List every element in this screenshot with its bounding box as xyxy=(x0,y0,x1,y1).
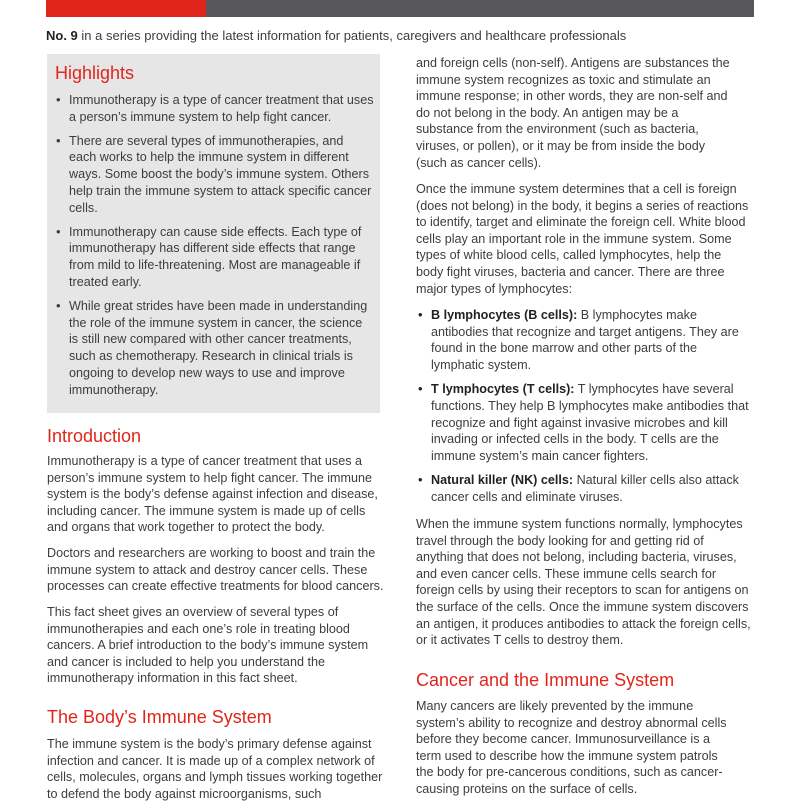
body-immune-heading: The Body’s Immune System xyxy=(47,707,272,727)
highlight-item: • Immunotherapy can cause side effects. Each type of immunotherapy has different side effects that range from mild to life-threatening. Most are manageable if treated early. xyxy=(69,224,374,291)
lymphocyte-term: T lymphocytes (T cells): xyxy=(431,382,575,397)
lymphocyte-item-t-cells xyxy=(431,381,753,464)
lymphocyte-term: B lymphocytes (B cells): xyxy=(431,308,578,322)
header-bar xyxy=(206,0,754,17)
lymphocyte-desc: T lymphocytes have several functions. They help B lymphocytes make antibodies that recognize and fight against invasive microbes and kill invading or infected cells in the body. T cells are the immune system’s main cancer fighters. xyxy=(431,382,749,463)
highlight-item: • Immunotherapy is a type of cancer treatment that uses a person’s immune system to help fight cancer. xyxy=(69,92,374,126)
highlights-box xyxy=(47,54,380,413)
lymphocyte-item-nk-cells xyxy=(431,472,753,505)
intro-paragraph-1: Immunotherapy is a type of cancer treatment that uses a person’s immune system to help fight cancer. The immune system is the body’s defense against infection and disease, including cancer. The immune system is made up of cells and organs that work together to protect the body. xyxy=(47,454,378,535)
series-number: No. 9 xyxy=(46,28,78,43)
lymphocyte-desc: Natural killer cells also attack cancer cells and eliminate viruses. xyxy=(431,473,739,504)
highlights-list xyxy=(69,92,374,406)
body-immune-paragraph-3: When the immune system functions normally, lymphocytes travel through the body looking for and getting rid of anything that does not belong, including bacteria, viruses, and even cancer cells. These immune cells search for foreign cells by using their receptors to scan for antigens on the surface of the cells. Once the immune system discovers an antigen, it produces antibodies to attack the foreign cells, or it activates T cells to destroy them. xyxy=(416,517,751,648)
header-accent-bar xyxy=(46,0,206,17)
highlight-item: • There are several types of immunotherapies, and each works to help the immune system in different ways. Some boost the body’s immune system. Others help train the immune system to attack specific cancer cells. xyxy=(69,133,374,217)
lymphocyte-term: Natural killer (NK) cells: xyxy=(431,473,574,488)
highlight-item: • While great strides have been made in understanding the role of the immune system in cancer, the science is still new compared with other cancer treatments, such as chemotherapy. Research in clinical trials is ongoing to develop new ways to use and improve immunotherapy. xyxy=(69,298,374,399)
intro-paragraph-3: This fact sheet gives an overview of several types of immunotherapies and each one’s role in treating blood cancers. A brief introduction to the body’s immune system and cancer is included to help you understand the immunotherapy information in this fact sheet. xyxy=(47,605,369,686)
body-immune-paragraph-1: The immune system is the body’s primary defense against infection and cancer. It is made up of a complex network of cells, molecules, organs and lymph tissues working together to defend the body against microorganisms, such xyxy=(47,737,383,801)
introduction-heading: Introduction xyxy=(47,426,142,446)
intro-paragraph-2: Doctors and researchers are working to boost and train the immune system to attack and destroy cancer cells. These processes can create effective treatments for blood cancers. xyxy=(47,546,384,594)
series-text: in a series providing the latest information for patients, caregivers and healthcare professionals xyxy=(77,28,627,43)
lymphocyte-list xyxy=(431,307,753,514)
lymphocyte-item-b-cells xyxy=(431,307,753,373)
series-line xyxy=(46,28,756,44)
highlights-title: Highlights xyxy=(55,63,135,83)
body-immune-paragraph-1-continued: and foreign cells (non-self). Antigens are substances the immune system recognizes as toxic and stimulate an immune response; in other words, they are non-self and do not belong in the body. An antigen may be a substance from the environment (such as bacteria, viruses, or pollen), or it may be from inside the body (such as cancer cells). xyxy=(416,56,730,170)
body-immune-paragraph-2: Once the immune system determines that a cell is foreign (does not belong) in the body, it begins a series of reactions to identify, target and eliminate the foreign cell. White blood cells play an important role in the immune system. Some types of white blood cells, called lymphocytes, help the body fight viruses, bacteria and cancer. There are three major types of lymphocytes: xyxy=(416,182,749,296)
lymphocyte-desc: B lymphocytes make antibodies that recognize and target antigens. They are found in the bone marrow and other parts of the lymphatic system. xyxy=(431,308,739,372)
cancer-immune-heading: Cancer and the Immune System xyxy=(416,670,675,690)
cancer-immune-paragraph-1: Many cancers are likely prevented by the immune system’s ability to recognize and destroy abnormal cells before they become cancer. Immunosurveillance is a term used to describe how the immune system patrols the body for pre-cancerous conditions, such as cancer-causing proteins on the surface of cells. xyxy=(416,699,727,796)
